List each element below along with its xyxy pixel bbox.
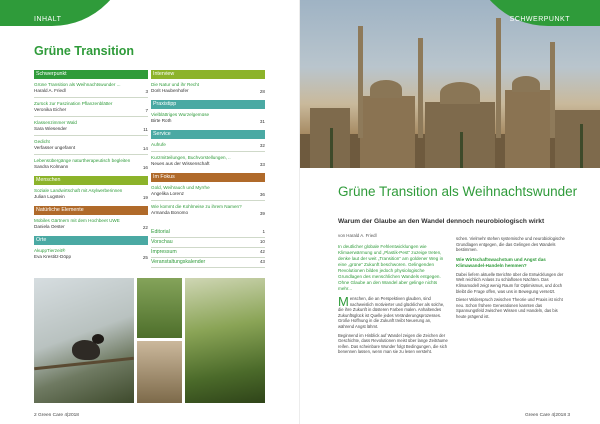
toc-entry-title: Gold, Weihrauch und Myrrhe	[151, 185, 210, 190]
article-column-2	[456, 236, 566, 323]
article-lead: In deutlicher globale Fehlentwicklungen wie Klimaerwärmung und „Plastik-Pest“ zuzeige treten, denke laut der weit „Transition“ am goldener Weg in eine „grüne“ Zukunft beschworen. Gelingenden Revolutionen bilden jedoch physiologische Grundlagen des menschlichen Wandels entgegen. Ohne Glaube an den Wandel aber gelinge nichts mehr...	[338, 244, 444, 291]
toc-entry-page: 16	[142, 165, 148, 170]
toc-entry[interactable]	[151, 155, 265, 167]
article-paragraph: Beginnend im Hinblick auf Wandel zeigen die Zeichen der Geschichte, dass Revolutionen meist über lange Zeiträume reifen. Das scheinbare Wunder folgt Bedingungen, die sich benennen lassen, wenn man sie zu lesen versteht.	[338, 332, 448, 355]
toc-section-header: Interview	[151, 70, 265, 79]
divider	[34, 154, 148, 155]
toc-entry[interactable]	[151, 82, 265, 94]
toc-entry-author: Daniela Oester	[34, 224, 65, 229]
toc-entry-title: Aufrufe	[151, 142, 166, 147]
footer-right: Green Care 4|2018 3	[525, 413, 570, 418]
misc-entry-page: 42	[259, 249, 265, 254]
article-author: von Harald A. Friedl	[338, 233, 377, 238]
toc-entry-title: Soziale Landwirtschaft mit Asylwerberinnen	[34, 188, 123, 193]
toc-entry-title: Lebensübergänge naturtherapeutisch begleiten	[34, 158, 131, 163]
toc-section-header: Orte	[34, 236, 148, 245]
header-arc	[0, 0, 130, 26]
page-title: Grüne Transition	[34, 44, 135, 58]
article-column-1	[338, 244, 448, 358]
toc-entry-title: Gedicht	[34, 139, 50, 144]
article-paragraph: Menschen, die an Perspektiven glauben, sind nachweislich motivierter und glücklicher als solche, die ihre Zukunft in düsteren Farben malen. Anhaltendes Zukunftsglück ist Quelle jedes Veränderungsprozesses. Große Hoffnung in die Zukunft treibt Neuerung an, während Angst lähmt.	[338, 294, 445, 329]
garden-photo	[185, 278, 265, 403]
toc-entry[interactable]	[151, 142, 265, 148]
toc-section-header: Natürliche Elemente	[34, 206, 148, 215]
toc-entry-author: Dorit Haubenhofer	[151, 88, 189, 93]
toc-entry-title: Kurzmitteilungen, Buchvorstellungen, ..	[151, 155, 231, 160]
toc-section-header: Praxistipp	[151, 100, 265, 109]
toc-entry-title: Mobiles Gärtnern mit dem Hochbeet UWE	[34, 218, 120, 223]
right-page	[300, 0, 600, 424]
misc-entry[interactable]	[151, 228, 265, 238]
article-paragraph: Dieser Widerspruch zwischen Theorie und Praxis ist nicht neu. Schon frühere Generationen kannten das Spannungsfeld zwischen Wissen und Handeln, das bis heute prägend ist.	[456, 297, 563, 319]
toc-entry-page: 32	[259, 143, 265, 148]
misc-entry-label: Vorschau	[151, 239, 173, 245]
article-paragraph: schen. Vielmehr stehen systemische und neurobiologische Grundlagen entgegen, die das Gelingen des Wandels bestimmen.	[456, 236, 565, 253]
toc-entry-page: 3	[145, 89, 148, 94]
toc-entry[interactable]	[34, 120, 148, 132]
toc-entry[interactable]	[34, 188, 148, 200]
toc-entry-author: Neues aus der Wissenschaft	[151, 161, 210, 166]
toc-entry[interactable]	[34, 158, 148, 170]
toc-entry[interactable]	[34, 101, 148, 113]
toc-entry-page: 7	[145, 108, 148, 113]
divider	[151, 200, 265, 201]
toc-entry-author: Angelika Lorenz	[151, 191, 184, 196]
toc-entry-title: Die Natur und ihr Recht	[151, 82, 200, 87]
toc-entry[interactable]	[151, 112, 265, 124]
toc-entry-title: Wie kommt die Kohlmeise zu ihrem Namen?	[151, 204, 242, 209]
divider	[34, 116, 148, 117]
toc-entry-page: 22	[142, 225, 148, 230]
misc-entry-page: 43	[259, 259, 265, 264]
toc-entry-author: Sara Wiesender	[34, 126, 67, 131]
article-subheading: Wie Wirtschaftswachstum und Angst das Klimawandel-Handeln hemmen?	[456, 256, 546, 268]
divider	[34, 135, 148, 136]
toc-entry-author: Julian Lugstein	[34, 194, 65, 199]
toc-entry-page: 19	[142, 195, 148, 200]
toc-entry-author: Eva Krestitz-Döpp	[34, 254, 72, 259]
drop-cap: M	[338, 294, 349, 309]
misc-entry-page: 1	[262, 229, 265, 234]
misc-entry-page: 10	[259, 239, 265, 244]
misc-entry-label: Editorial	[151, 229, 170, 235]
spices-photo	[137, 341, 182, 403]
toc-entry-page: 39	[259, 211, 265, 216]
divider	[151, 151, 265, 152]
toc-entry[interactable]	[34, 218, 148, 230]
misc-entry[interactable]	[151, 258, 265, 268]
toc-entry-title: Zurück zur Faszination Pflanzenblätter	[34, 101, 113, 106]
toc-entry-page: 25	[142, 255, 148, 260]
toc-entry-author: Veronika Eicher	[34, 107, 67, 112]
divider	[34, 97, 148, 98]
toc-entry[interactable]	[151, 204, 265, 216]
article-subtitle: Warum der Glaube an den Wandel dennoch neurobiologisch wirkt	[338, 218, 545, 225]
toc-section-header: Im Fokus	[151, 173, 265, 182]
misc-entry-label: Impressum	[151, 249, 177, 255]
toc-entry[interactable]	[34, 82, 148, 94]
toc-entry-author: Birte Roth	[151, 118, 172, 123]
toc-entry[interactable]	[151, 185, 265, 197]
misc-list	[151, 228, 265, 268]
toc-entry[interactable]	[34, 139, 148, 151]
toc-entry-page: 28	[259, 89, 265, 94]
toc-entry-title: Vielblättriges Wurzelgemüse	[151, 112, 210, 117]
toc-entry-page: 33	[259, 162, 265, 167]
section-tag-right: SCHWERPUNKT	[509, 16, 570, 23]
toc-entry-page: 31	[259, 119, 265, 124]
toc-entry-author: Verfasser ungefannt	[34, 145, 76, 150]
plants-photo	[137, 278, 182, 338]
toc-entry-page: 36	[259, 192, 265, 197]
toc-section-header: Service	[151, 130, 265, 139]
toc-section-header: Schwerpunkt	[34, 70, 148, 79]
toc-entry[interactable]	[34, 248, 148, 260]
misc-entry-label: Veranstaltungskalender	[151, 259, 206, 265]
toc-entry-title: Klassenzimmer Wald	[34, 120, 77, 125]
article-paragraph: Dabei liefern aktuelle Berichte über die Entwicklungen der Welt reichlich Anlass zu schlaflosen Nächten. Das Klimamodell zeigt wenig Raum für Optimismus, und doch bleibt die Frage offen, was uns in Bewegung versetzt.	[456, 271, 564, 294]
toc-section-header: Menschen	[34, 176, 148, 185]
toc-entry-author: Armanda Bonomo	[151, 210, 189, 215]
misc-entry[interactable]	[151, 238, 265, 248]
toc-entry-page: 14	[142, 146, 148, 151]
bird-photo	[34, 278, 134, 403]
toc-entry-author: Harald A. Friedl	[34, 88, 66, 93]
toc-entry-title: Grüne Transition als Weihnachtswunder ...	[34, 82, 121, 87]
toc-column-1	[34, 70, 148, 266]
toc-entry-title: AkuppTierzeit®	[34, 248, 66, 253]
misc-entry[interactable]	[151, 248, 265, 258]
article-title: Grüne Transition als Weihnachtswunder	[338, 184, 578, 199]
footer-left: 2 Green Care 4|2018	[34, 413, 79, 418]
toc-column-2	[151, 70, 265, 268]
section-tag: INHALT	[34, 16, 62, 23]
toc-entry-page: 11	[143, 127, 148, 132]
toc-entry-author: Sandra Kolmann	[34, 164, 69, 169]
